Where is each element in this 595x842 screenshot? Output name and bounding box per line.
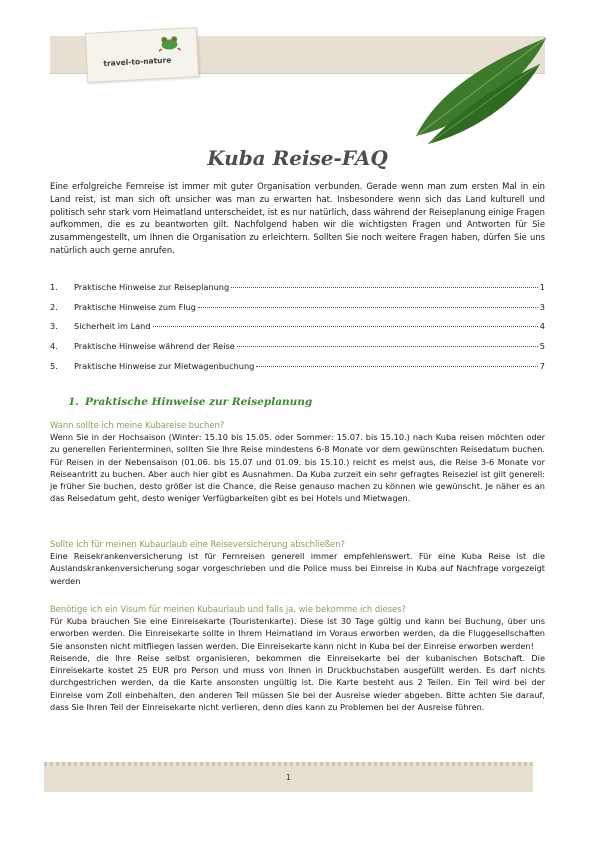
toc-label: Praktische Hinweise zur Mietwagenbuchung (74, 360, 255, 371)
toc-leader (256, 366, 537, 367)
faq-answer: Eine Reisekrankenversicherung ist für Fernreisen generell immer empfehlenswert. Für eine Kuba Reise ist die Auslandskrankenversicherung sogar vorgeschrieben und die Police muss bei Einreise in Kuba auf Nachfrage vorgezeigt werden (50, 551, 545, 586)
section-heading (68, 396, 312, 408)
toc-number: 3. (50, 321, 58, 332)
leaf-decoration-icon (408, 36, 548, 146)
toc-leader (198, 307, 538, 308)
footer-band (44, 762, 533, 792)
faq-answer-continued: Reisende, die Ihre Reise selbst organisieren, bekommen die Einreisekarte bei der kubanischen Botschaft. Die Einreisekarte kostet 25 EUR pro Person und muss von Ihnen in Druckbuchstaben ausgefüllt werden. Es darf nichts durchgestrichen werden, da die Karte ansonsten ungültig ist. Die Karte besteht aus 2 Teilen. Ein Teil wird bei der Einreise vom Zoll einbehalten, den anderen Teil müssen Sie bei der Ausreise wieder abgeben. Bitte achten Sie darauf, dass Sie Ihren Teil der Einreisekarte nicht verlieren, denn dies kann zu Problemen bei der Ausreise führen. (50, 652, 545, 713)
toc-number: 2. (50, 301, 58, 312)
toc-page: 3 (539, 301, 545, 312)
page-number: 1 (285, 773, 292, 782)
toc-leader (231, 287, 538, 288)
table-of-contents (50, 282, 545, 380)
toc-label: Sicherheit im Land (74, 321, 151, 332)
logo (85, 27, 199, 83)
faq-item (50, 538, 545, 587)
toc-page: 5 (539, 341, 545, 352)
page-title: Kuba Reise-FAQ (207, 146, 388, 170)
logo-text: travel-to-nature (103, 55, 172, 69)
faq-answer: Wenn Sie in der Hochsaison (Winter: 15.10 bis 15.05. oder Sommer: 15.07. bis 15.10.) nach Kuba reisen möchten oder zu generellen Ferienterminen, sollten Sie Ihre Reise mindestens 6-8 Monate vor dem gewünschten Reisedatum buchen. Für Reisen in der Nebensaison (01.06. bis 15.07 und 01.09. bis 15.10.) reicht es meist aus, die Reise 3-6 Monate vor Reiseantritt zu buchen. Aber auch hier gibt es Ausnahmen. Da Kuba zurzeit ein sehr gefragtes Reiseziel ist gilt generell: je früher Sie buchen, desto größer ist die Chance, die Reise genauso machen zu können wie gewünscht. Je näher es an das Reisedatum geht, desto weniger Verfügbarkeiten gibt es bei Hotels und Mietwagen. (50, 432, 545, 504)
frog-logo-icon (158, 35, 181, 52)
section-number: 1. (68, 396, 79, 408)
toc-label: Praktische Hinweise während der Reise (74, 341, 235, 352)
faq-question: Wann sollte ich meine Kubareise buchen? (50, 420, 225, 430)
faq-question: Benötige ich ein Visum für meinen Kubaurlaub und falls ja, wie bekomme ich dieses? (50, 604, 406, 614)
toc-page: 4 (539, 321, 545, 332)
toc-number: 1. (50, 282, 58, 292)
toc-page: 7 (539, 360, 545, 371)
toc-number: 4. (50, 341, 58, 352)
toc-label: Praktische Hinweise zum Flug (74, 301, 196, 312)
toc-number: 5. (50, 360, 58, 371)
section-title: Praktische Hinweise zur Reiseplanung (84, 396, 313, 408)
toc-entry[interactable] (50, 341, 545, 361)
faq-item (50, 419, 545, 505)
intro-paragraph: Eine erfolgreiche Fernreise ist immer mit guter Organisation verbunden. Gerade wenn man zum ersten Mal in ein Land reist, ist man sich oft unsicher was man zu erwarten hat. Insbesondere wenn sich das Land kulturell und politisch sehr stark vom Heimatland unterscheidet, ist es nur natürlich, dass während der Reiseplanung einige Fragen aufkommen, die es zu beantworten gilt. Nachfolgend haben wir die wichtigsten Fragen und Antworten für Sie zusammengestellt, um Ihnen die Organisation zu erleichtern. Sollten Sie noch weitere Fragen haben, dürfen Sie uns natürlich auch gerne anrufen. (50, 181, 545, 255)
toc-leader (153, 326, 538, 327)
toc-entry[interactable] (50, 321, 545, 341)
toc-entry[interactable] (50, 302, 545, 322)
toc-leader (237, 346, 538, 347)
faq-item (50, 603, 545, 713)
faq-answer: Für Kuba brauchen Sie eine Einreisekarte (Touristenkarte). Diese ist 30 Tage gültig und kann bei Buchung, über uns erworben werden. Die Einreisekarte sollte in Ihrem Heimatland im Voraus erworben werden, da die Fluggesellschaften Sie ansonsten nicht mitfliegen lassen werden. Die Einreisekarte kann nicht in Kuba bei der Einreise erworben werden! (50, 616, 545, 651)
toc-entry[interactable] (50, 361, 545, 381)
toc-label: Praktische Hinweise zur Reiseplanung (74, 282, 230, 292)
faq-question: Sollte ich für meinen Kubaurlaub eine Reiseversicherung abschließen? (50, 539, 345, 549)
toc-page: 1 (539, 282, 545, 292)
toc-entry[interactable] (50, 282, 545, 302)
